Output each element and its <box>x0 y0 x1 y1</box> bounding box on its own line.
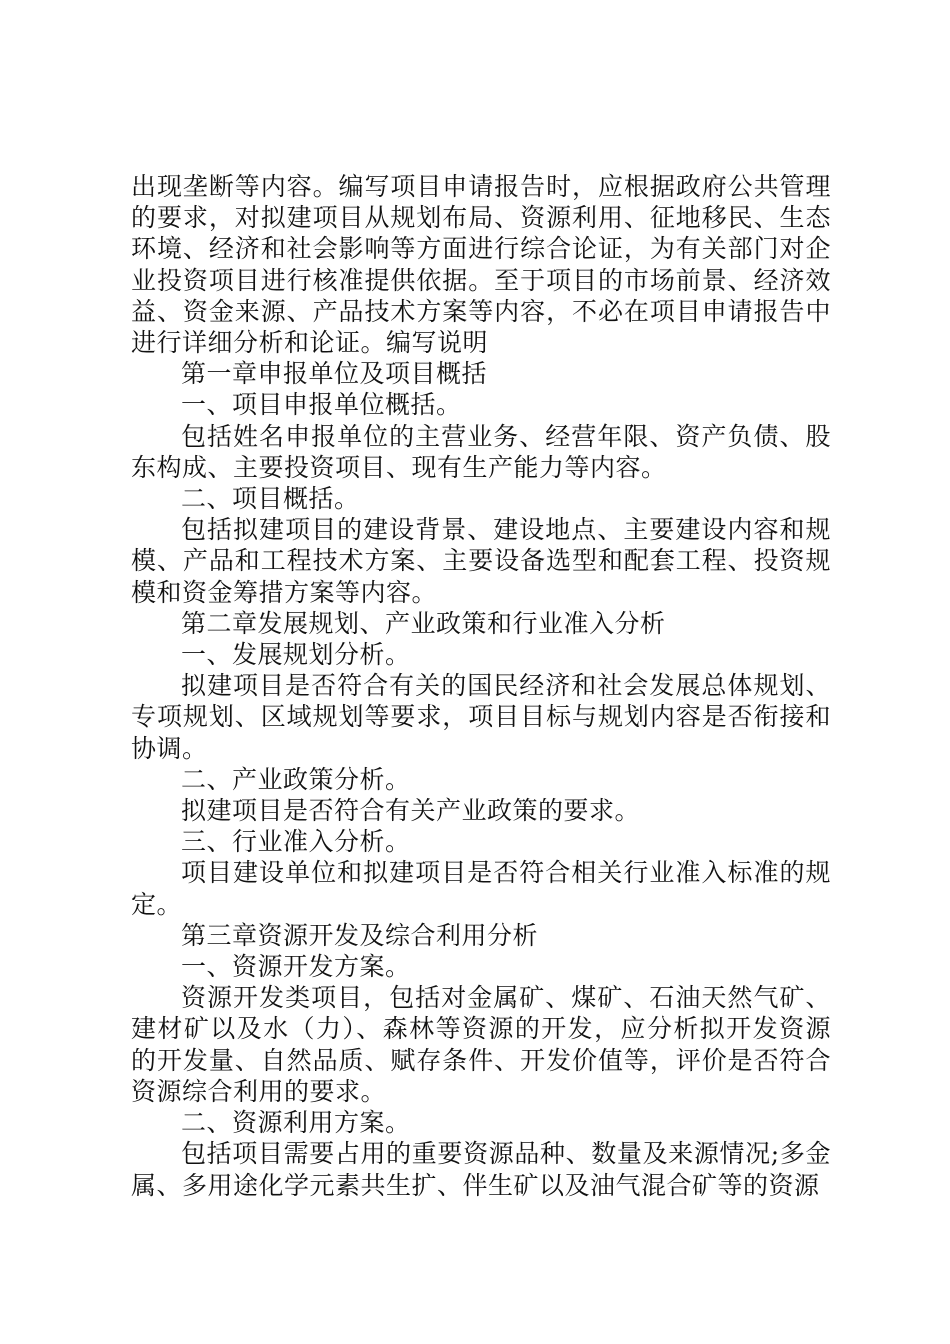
document-body <box>131 171 831 1201</box>
section-heading: 二、项目概括。 <box>181 484 360 514</box>
section-heading: 一、发展规划分析。 <box>181 640 411 670</box>
chapter-1-heading: 第一章申报单位及项目概括 <box>181 359 488 389</box>
paragraph: 包括项目需要占用的重要资源品种、数量及来源情况;多金属、多用途化学元素共生扩、伴生矿以及油气混合矿等的资源 <box>131 1139 831 1200</box>
paragraph-intro: 出现垄断等内容。编写项目申请报告时，应根据政府公共管理的要求，对拟建项目从规划布局、资源利用、征地移民、生态环境、经济和社会影响等方面进行综合论证，为有关部门对企业投资项目进行核准提供依据。至于项目的市场前景、经济效益、资金来源、产品技术方案等内容，不必在项目申请报告中进行详细分析和论证。编写说明 <box>131 172 831 358</box>
paragraph: 项目建设单位和拟建项目是否符合相关行业准入标准的规定。 <box>131 858 831 919</box>
section-heading: 二、产业政策分析。 <box>181 764 411 794</box>
section-heading: 三、行业准入分析。 <box>181 827 411 857</box>
paragraph: 包括拟建项目的建设背景、建设地点、主要建设内容和规模、产品和工程技术方案、主要设备选型和配套工程、投资规模和资金筹措方案等内容。 <box>131 515 831 607</box>
section-heading: 一、项目申报单位概括。 <box>181 390 462 420</box>
paragraph: 包括姓名申报单位的主营业务、经营年限、资产负债、股东构成、主要投资项目、现有生产能力等内容。 <box>131 421 831 482</box>
paragraph: 拟建项目是否符合有关的国民经济和社会发展总体规划、专项规划、区域规划等要求，项目目标与规划内容是否衔接和协调。 <box>131 671 831 763</box>
paragraph: 拟建项目是否符合有关产业政策的要求。 <box>181 796 641 826</box>
section-heading: 二、资源利用方案。 <box>181 1108 411 1138</box>
section-heading: 一、资源开发方案。 <box>181 952 411 982</box>
paragraph: 资源开发类项目，包括对金属矿、煤矿、石油天然气矿、建材矿以及水（力）、森林等资源的开发，应分析拟开发资源的开发量、自然品质、赋存条件、开发价值等，评价是否符合资源综合利用的要求。 <box>131 983 831 1106</box>
chapter-3-heading: 第三章资源开发及综合利用分析 <box>181 920 539 950</box>
chapter-2-heading: 第二章发展规划、产业政策和行业准入分析 <box>181 608 666 638</box>
